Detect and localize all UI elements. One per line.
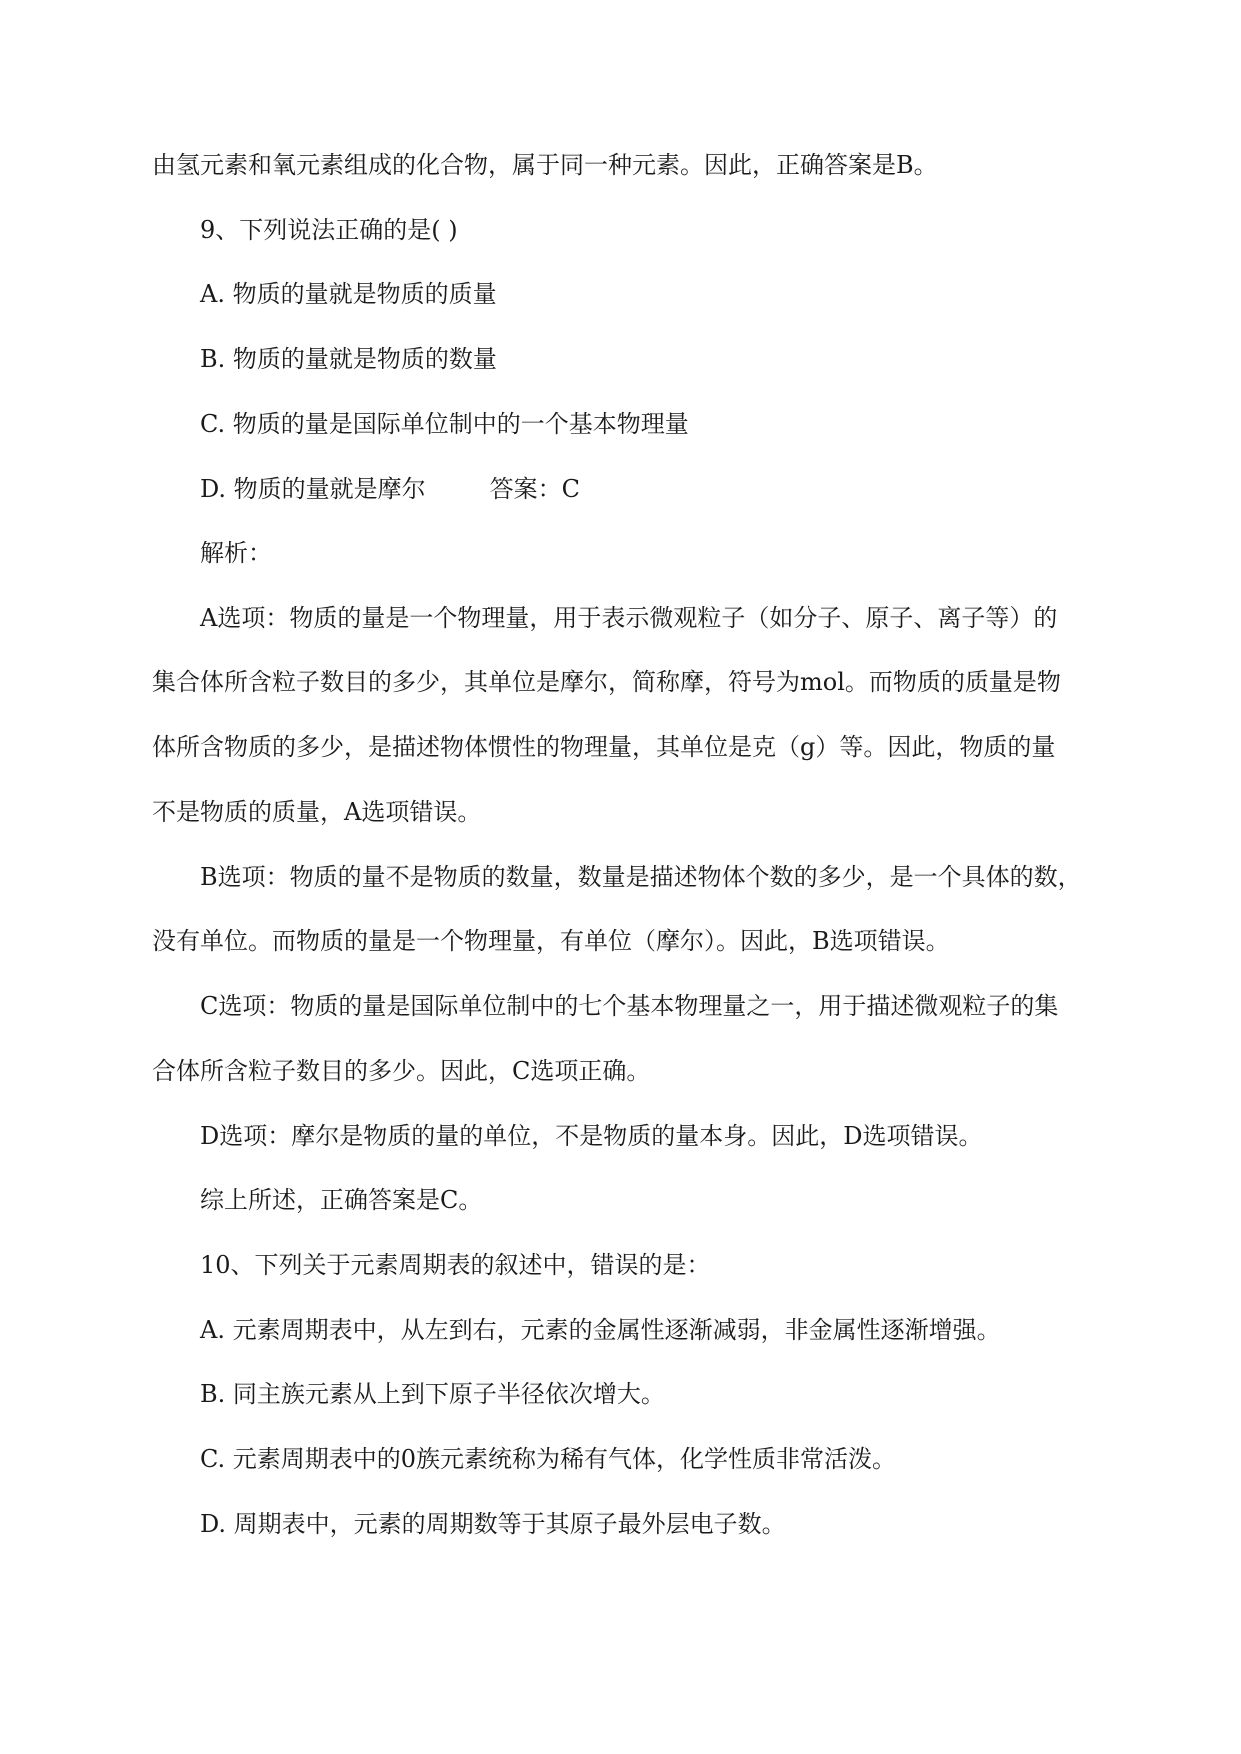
analysis-heading: 解析： [200, 539, 272, 567]
question-10-option-c: C. 元素周期表中的0族元素统称为稀有气体，化学性质非常活泼。 [200, 1445, 897, 1473]
analysis-c-line-2: 合体所含粒子数目的多少。因此，C选项正确。 [152, 1057, 651, 1085]
question-9-option-a: A. 物质的量就是物质的质量 [200, 280, 497, 308]
analysis-a-line-4: 不是物质的质量，A选项错误。 [152, 798, 482, 826]
question-9-stem: 9、下列说法正确的是( ) [200, 216, 458, 244]
analysis-a-line-1: A选项：物质的量是一个物理量，用于表示微观粒子（如分子、原子、离子等）的 [200, 604, 1058, 632]
question-9-answer: 答案：C [489, 475, 581, 503]
analysis-b-line-1: B选项：物质的量不是物质的数量，数量是描述物体个数的多少，是一个具体的数， [200, 863, 1082, 891]
analysis-d-line: D选项：摩尔是物质的量的单位，不是物质的量本身。因此，D选项错误。 [200, 1122, 983, 1150]
analysis-conclusion: 综上所述，正确答案是C。 [200, 1186, 483, 1214]
question-10-option-b: B. 同主族元素从上到下原子半径依次增大。 [200, 1380, 665, 1408]
question-9-option-c: C. 物质的量是国际单位制中的一个基本物理量 [200, 410, 689, 438]
analysis-a-line-2: 集合体所含粒子数目的多少，其单位是摩尔，简称摩，符号为mol。而物质的质量是物 [152, 668, 1061, 696]
question-10-option-d: D. 周期表中，元素的周期数等于其原子最外层电子数。 [200, 1510, 786, 1538]
text-line: 由氢元素和氧元素组成的化合物，属于同一种元素。因此，正确答案是B。 [152, 151, 938, 179]
question-10-stem: 10、下列关于元素周期表的叙述中，错误的是： [200, 1251, 711, 1279]
analysis-c-line-1: C选项：物质的量是国际单位制中的七个基本物理量之一，用于描述微观粒子的集 [200, 992, 1059, 1020]
question-9-option-b: B. 物质的量就是物质的数量 [200, 345, 497, 373]
question-10-option-a: A. 元素周期表中，从左到右，元素的金属性逐渐减弱，非金属性逐渐增强。 [200, 1316, 1001, 1344]
question-9-option-d-row [200, 473, 580, 505]
analysis-b-line-2: 没有单位。而物质的量是一个物理量，有单位（摩尔）。因此，B选项错误。 [152, 927, 950, 955]
question-9-option-d: D. 物质的量就是摩尔 [200, 475, 426, 503]
analysis-a-line-3: 体所含物质的多少，是描述物体惯性的物理量，其单位是克（g）等。因此，物质的量 [152, 733, 1056, 761]
